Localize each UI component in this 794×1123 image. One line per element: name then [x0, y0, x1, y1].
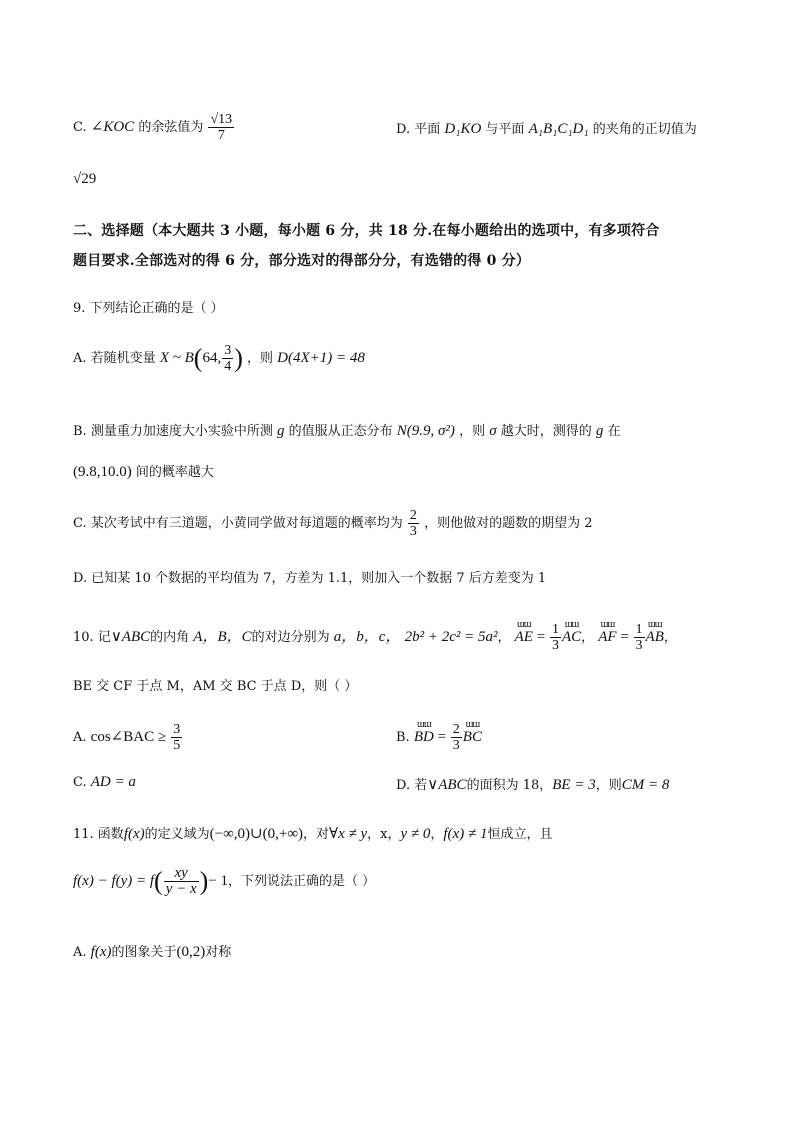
option-text: 间的概率越大: [135, 465, 214, 480]
fraction-den: 4: [224, 359, 232, 374]
math-expr: (9.8,10.0): [73, 464, 132, 480]
math-expr: cos∠BAC ≥: [90, 729, 167, 745]
math-expr: A₁B₁C₁D₁: [528, 121, 589, 137]
q9-option-b-continued: [73, 461, 214, 481]
math-expr: σ: [489, 423, 497, 439]
option-label: C.: [73, 516, 87, 531]
q8-option-d: [396, 118, 697, 138]
fraction: [550, 622, 561, 653]
option-label: A.: [73, 351, 87, 366]
vector-label: BD: [413, 729, 434, 745]
option-label: A.: [73, 730, 87, 745]
q11-equation-line: [73, 866, 375, 897]
vector-label: AB: [645, 629, 664, 645]
left-paren: (: [193, 343, 203, 373]
fraction: [164, 866, 199, 897]
q11-option-a: [73, 941, 231, 961]
option-text: 若: [414, 778, 428, 793]
option-label: A.: [73, 945, 87, 960]
option-text: 越大时，测得的: [500, 424, 592, 439]
math-expr: y ≠ 0: [400, 826, 431, 842]
vector-arrow-icon: ɯɯ: [417, 719, 431, 730]
vector-bd: [413, 719, 434, 746]
math-expr: ∨ABC: [427, 777, 467, 793]
math-expr: BE = 3: [552, 777, 596, 793]
math-expr: N(9.9, σ²): [396, 423, 455, 439]
fraction-num: 1: [551, 622, 559, 637]
vector-ac: [561, 619, 582, 646]
fraction-num: xy: [164, 866, 199, 882]
q9-stem: 9. 下列结论正确的是（ ）: [73, 301, 224, 316]
fraction-den: 3: [452, 738, 460, 753]
q9-option-c: [73, 508, 592, 539]
option-text: 若随机变量: [90, 351, 156, 366]
q8-option-c: [73, 112, 235, 143]
math-expr: ∨ABC: [110, 629, 151, 645]
math-expr: f(x): [123, 826, 145, 842]
math-expr: 64,: [202, 350, 222, 366]
math-expr: D₁KO: [444, 121, 482, 137]
fraction: [171, 722, 182, 753]
q10-option-c: [73, 774, 136, 791]
question-text: ，: [430, 827, 444, 842]
question-text: ，x，: [367, 827, 401, 842]
fraction: [451, 722, 462, 753]
vector-bc: [462, 719, 482, 746]
question-text: ，对: [303, 827, 330, 842]
math-expr: f(x) ≠ 1: [443, 826, 488, 842]
math-expr: ∀x ≠ y: [329, 826, 368, 842]
fraction-den: 5: [173, 738, 181, 753]
option-text: 的余弦值为: [138, 120, 204, 135]
math-expr: f(x): [90, 944, 112, 960]
fraction-num: 1: [635, 622, 643, 637]
math-expr: A，B，C: [193, 629, 252, 645]
question-text: 11. 函数: [73, 827, 124, 842]
q9-option-b: [73, 420, 621, 440]
fraction: [222, 343, 233, 374]
math-expr: X ~ B: [159, 350, 194, 366]
question-text: 的内角: [150, 630, 190, 645]
math-expr: CM = 8: [621, 777, 670, 793]
question-text: 的定义域为: [144, 827, 210, 842]
vector-arrow-icon: ɯɯ: [564, 619, 579, 630]
vector-label: AF: [598, 629, 617, 645]
q10-option-a: [73, 722, 183, 753]
vector-arrow-icon: ɯɯ: [465, 719, 480, 730]
fraction-num: 2: [409, 508, 417, 523]
option-text: ，则: [459, 424, 486, 439]
q9-option-a: [73, 343, 365, 374]
vector-label: BC: [462, 729, 482, 745]
option-text: 平面: [414, 122, 441, 137]
vector-label: AC: [561, 629, 582, 645]
math-expr: (−∞,0)∪(0,+∞): [209, 826, 304, 842]
fraction-num: 2: [452, 722, 460, 737]
option-label: D.: [73, 571, 88, 586]
option-text: 的面积为 18，: [466, 778, 553, 793]
math-expr: 2b² + 2c² = 5a²: [404, 629, 498, 645]
option-text: 的图象关于: [111, 945, 177, 960]
option-text: 对称: [205, 945, 232, 960]
right-paren: ): [234, 343, 243, 373]
vector-ae: [514, 619, 533, 646]
fraction: [208, 112, 234, 143]
option-text: 某次考试中有三道题，小黄同学做对每道题的概率均为: [90, 516, 403, 531]
vector-arrow-icon: ɯɯ: [647, 619, 662, 630]
math-expr: AD = a: [90, 774, 136, 790]
q10-option-b: B. ɯɯ BD = $\frac{2}{3}$ ɯɯ BC: [396, 719, 482, 753]
math-expr: − 1: [208, 873, 229, 889]
option-label: C.: [73, 775, 87, 790]
question-text: 的对边分别为: [251, 630, 330, 645]
section-heading-cont: 题目要求.全部选对的得 6 分，部分选对的得部分分，有选错的得 0 分）: [73, 253, 531, 269]
option-text: 与平面: [485, 122, 525, 137]
option-text: ，则他做对的题数的期望为 2: [424, 516, 593, 531]
fraction-den: 7: [217, 128, 225, 143]
fraction-den: 3: [409, 524, 417, 539]
q10-option-d: [396, 774, 669, 794]
q10-stem: 10. 记∨ABC的内角 A，B，C的对边分别为 a，b，c， 2b² + 2c² = 5a²， ɯɯ AE = $\frac{1}{3}$ ɯɯ AC， ɯɯ AF = $\frac{1}{3}$ ɯɯ AB，: [73, 619, 677, 653]
option-text: 已知某 10 个数据的平均值为 7，方差为 1.1，则加入一个数据 7 后方差变为 1: [91, 571, 547, 586]
fraction-num: 3: [173, 722, 181, 737]
section-heading: 二、选择题（本大题共 3 小题，每小题 6 分，共 18 分.在每小题给出的选项中，有多项符合: [73, 223, 660, 239]
math-expr: f(x) − f(y) = f: [73, 873, 155, 889]
option-label: C.: [73, 120, 87, 135]
vector-arrow-icon: ɯɯ: [600, 619, 615, 630]
vector-label: AE: [514, 629, 533, 645]
vector-af: [598, 619, 617, 646]
q9-option-d: [73, 567, 546, 586]
vector-arrow-icon: ɯɯ: [517, 619, 531, 630]
fraction-den: 3: [551, 638, 559, 653]
fraction: [408, 508, 419, 539]
right-paren: ): [199, 866, 209, 896]
option-label: B.: [73, 424, 87, 439]
option-text: ，则: [595, 778, 622, 793]
fraction: [634, 622, 645, 653]
option-label: B.: [396, 730, 410, 745]
option-text: 的夹角的正切值为: [592, 122, 697, 137]
math-expr: a，b，c，: [333, 629, 401, 645]
fraction-den: y − x: [165, 881, 197, 897]
option-label: D.: [396, 122, 411, 137]
vector-ab: [645, 619, 664, 646]
math-expr: ∠KOC: [90, 119, 135, 135]
fraction-num: √13: [210, 112, 233, 127]
math-expr: D(4X+1) = 48: [277, 350, 365, 366]
math-expr: (0,2): [176, 944, 206, 960]
q8-option-d-continued: √29: [73, 171, 97, 187]
left-paren: (: [154, 866, 163, 896]
fraction-num: 3: [224, 343, 232, 358]
question-text: 恒成立，且: [487, 827, 553, 842]
option-text: 的值服从正态分布: [288, 424, 393, 439]
q10-stem-cont: BE 交 CF 于点 M，AM 交 BC 于点 D，则（ ）: [73, 679, 358, 694]
question-text: 10. 记: [73, 630, 111, 645]
option-text: 在: [607, 424, 621, 439]
math-expr: g: [595, 423, 604, 439]
option-label: D.: [396, 778, 411, 793]
q11-stem: [73, 823, 552, 843]
option-text: 测量重力加速度大小实验中所测: [90, 424, 273, 439]
question-text: ，下列说法正确的是（ ）: [228, 874, 376, 889]
option-text: ，则: [247, 351, 274, 366]
fraction-den: 3: [635, 638, 643, 653]
math-expr: g: [276, 423, 285, 439]
